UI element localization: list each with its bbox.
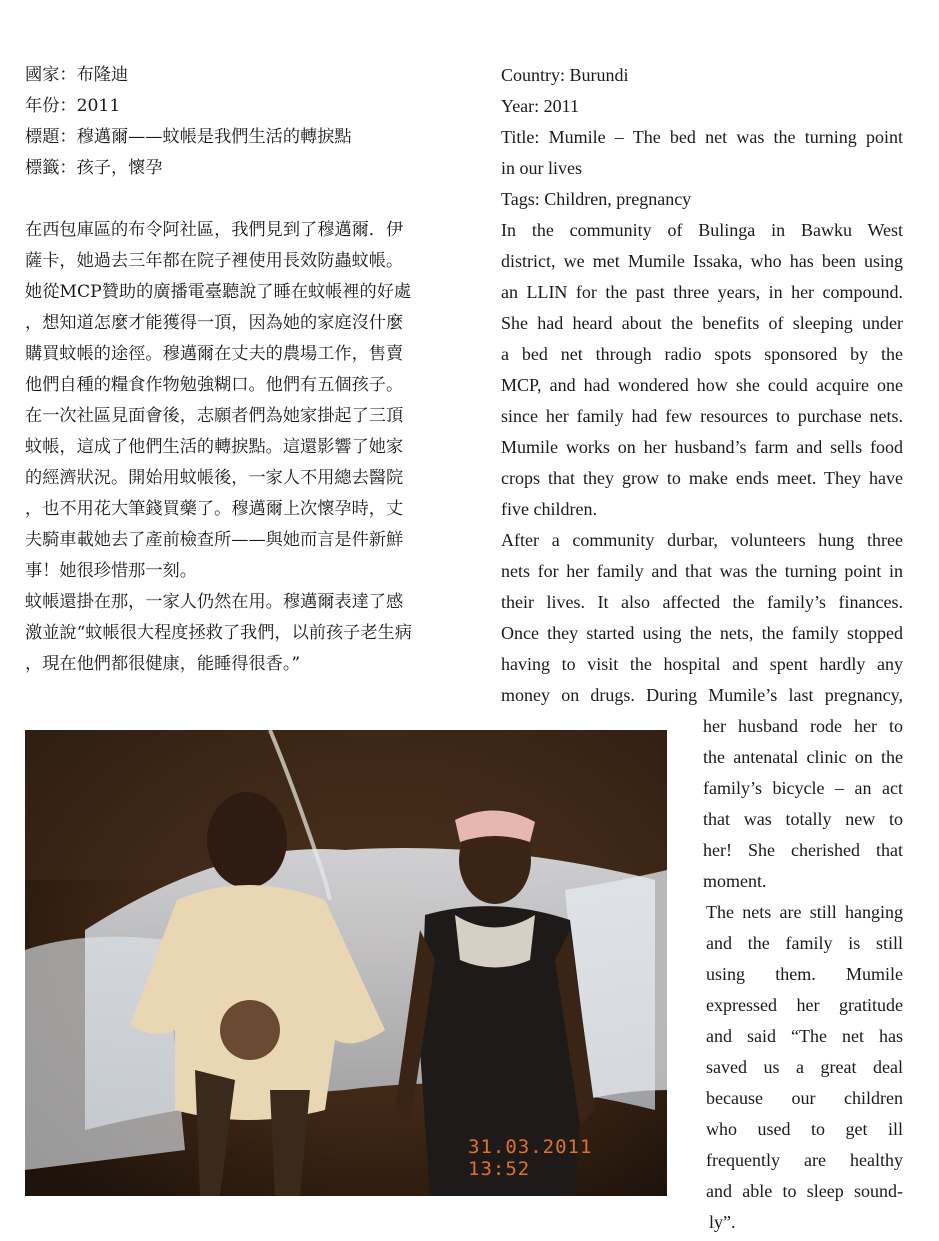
en-line: ly”. — [709, 1212, 736, 1232]
en-line: that was totally new to — [703, 809, 903, 829]
en-line: Mumile works on her husband’s farm and sells food — [501, 437, 903, 457]
zh-line: 蚊帳，這成了他們生活的轉捩點。這還影響了她家 — [25, 437, 404, 457]
zh-line: 他們自種的糧食作物勉強糊口。他們有五個孩子。 — [25, 375, 404, 395]
photo-illustration — [25, 730, 667, 1196]
en-line: using them. Mumile — [706, 964, 903, 984]
en-line: and the family is still — [706, 933, 903, 953]
en-line: five children. — [501, 499, 597, 519]
en-line: since her family had few resources to purchase nets. — [501, 406, 903, 426]
en-line: who used to get ill — [706, 1119, 903, 1139]
zh-year: 年份：2011 — [25, 96, 121, 116]
zh-line: ，想知道怎麼才能獲得一頂，因為她的家庭沒什麼 — [25, 313, 404, 333]
en-line: an LLIN for the past three years, in her compound. — [501, 282, 903, 302]
en-line: and said “The net has — [706, 1026, 903, 1046]
zh-line: 在西包庫區的布令阿社區，我們見到了穆邁爾．伊 — [25, 220, 404, 240]
en-line: frequently are healthy — [706, 1150, 903, 1170]
zh-line: 激並說“蚊帳很大程度拯救了我們，以前孩子老生病 — [25, 623, 412, 643]
zh-line: 她從MCP贊助的廣播電臺聽說了睡在蚊帳裡的好處 — [25, 282, 412, 302]
en-line: Once they started using the nets, the family stopped — [501, 623, 903, 643]
en-line: MCP, and had wondered how she could acquire one — [501, 375, 903, 395]
en-title-cont: in our lives — [501, 158, 582, 178]
zh-line: 薩卡，她過去三年都在院子裡使用長效防蟲蚊帳。 — [25, 251, 404, 271]
en-line: the antenatal clinic on the — [703, 747, 903, 767]
zh-line: ，也不用花大筆錢買藥了。穆邁爾上次懷孕時，丈 — [25, 499, 404, 519]
photo-timestamp: 31.03.2011 13:52 — [468, 1136, 593, 1180]
zh-line: 夫騎車載她去了產前檢查所——與她而言是件新鮮 — [25, 530, 404, 550]
en-line: The nets are still hanging — [706, 902, 903, 922]
en-line: a bed net through radio spots sponsored by the — [501, 344, 903, 364]
zh-line: 蚊帳還掛在那，一家人仍然在用。穆邁爾表達了感 — [25, 592, 404, 612]
en-line: having to visit the hospital and spent hardly any — [501, 654, 903, 674]
en-line: because our children — [706, 1088, 903, 1108]
en-line: money on drugs. During Mumile’s last pregnancy, — [501, 685, 903, 705]
zh-title: 標題：穆邁爾——蚊帳是我們生活的轉捩點 — [25, 127, 352, 147]
en-line: and able to sleep sound- — [706, 1181, 903, 1201]
en-country: Country: Burundi — [501, 65, 629, 85]
en-year: Year: 2011 — [501, 96, 580, 116]
en-tags: Tags: Children, pregnancy — [501, 189, 692, 209]
en-line: In the community of Bulinga in Bawku West — [501, 220, 903, 240]
en-line: nets for her family and that was the turning point in — [501, 561, 903, 581]
en-line: crops that they grow to make ends meet. They have — [501, 468, 903, 488]
en-line: family’s bicycle – an act — [703, 778, 903, 798]
en-line: After a community durbar, volunteers hung three — [501, 530, 903, 550]
en-title: Title: Mumile – The bed net was the turning point — [501, 127, 903, 147]
en-line: their lives. It also affected the family’s finances. — [501, 592, 903, 612]
en-line: She had heard about the benefits of sleeping under — [501, 313, 903, 333]
en-line: district, we met Mumile Issaka, who has been using — [501, 251, 903, 271]
en-line: expressed her gratitude — [706, 995, 903, 1015]
zh-line: 購買蚊帳的途徑。穆邁爾在丈夫的農場工作，售賣 — [25, 344, 404, 364]
zh-line: 的經濟狀況。開始用蚊帳後，一家人不用總去醫院 — [25, 468, 404, 488]
en-line: her husband rode her to — [703, 716, 903, 736]
en-line: her! She cherished that — [703, 840, 903, 860]
zh-country: 國家：布隆迪 — [25, 65, 129, 85]
en-line: saved us a great deal — [706, 1057, 903, 1077]
zh-line: 事！她很珍惜那一刻。 — [25, 561, 197, 581]
zh-line: 在一次社區見面會後，志願者們為她家掛起了三頂 — [25, 406, 404, 426]
family-photo — [25, 730, 667, 1196]
en-line: moment. — [703, 871, 767, 891]
zh-line: ，現在他們都很健康，能睡得很香。” — [25, 654, 301, 674]
zh-tags: 標籤：孩子，懷孕 — [25, 158, 163, 178]
